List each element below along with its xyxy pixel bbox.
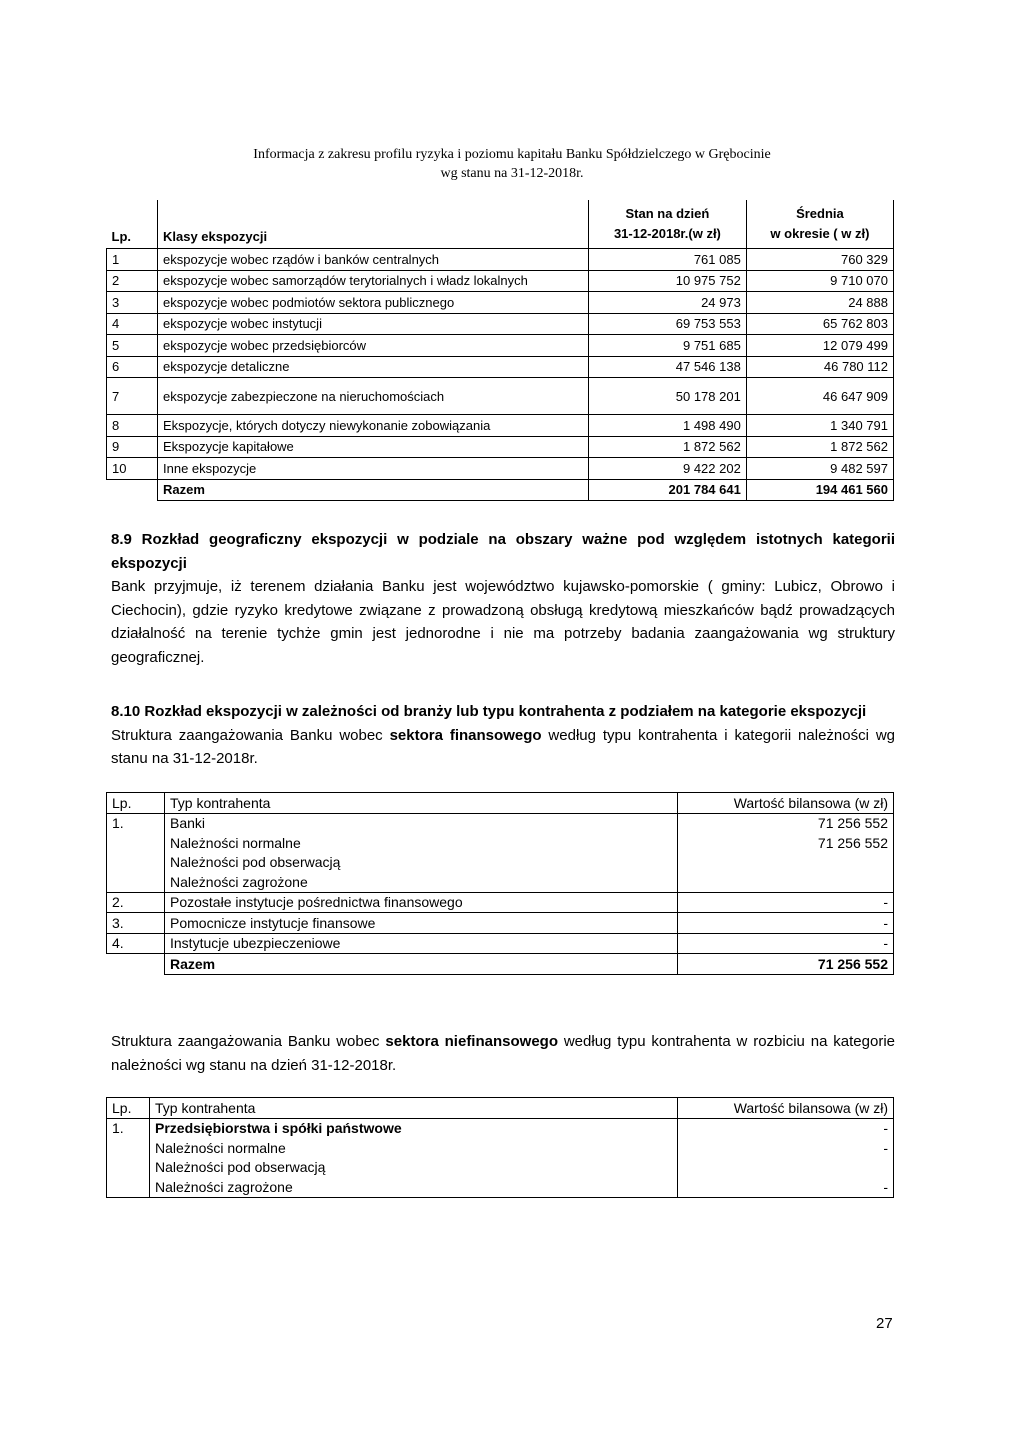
row-name: Pozostałe instytucje pośrednictwa finansowego	[165, 892, 678, 913]
table-row	[107, 1158, 894, 1178]
row-value	[678, 872, 894, 892]
table-row	[107, 270, 894, 292]
table-row	[107, 378, 894, 415]
row-srednia: 46 647 909	[746, 378, 893, 415]
header-srednia-line2: w okresie ( w zł)	[770, 226, 870, 241]
table-total-row	[107, 479, 894, 501]
row-lp: 2.	[107, 892, 165, 913]
table-row	[107, 458, 894, 480]
header-srednia	[746, 200, 893, 249]
exposure-classes-table	[106, 200, 894, 501]
row-stan: 9 422 202	[589, 458, 747, 480]
table-row	[107, 1138, 894, 1158]
section-8-9	[111, 528, 895, 669]
header-lp: Lp.	[107, 793, 165, 814]
header-lp: Lp.	[107, 200, 158, 249]
intro-text: Struktura zaangażowania Banku wobec	[111, 726, 390, 744]
table-row	[107, 313, 894, 335]
row-srednia: 65 762 803	[746, 313, 893, 335]
header-stan-line1: Stan na dzień	[625, 206, 710, 221]
row-lp	[107, 853, 165, 873]
row-name: ekspozycje wobec podmiotów sektora publicznego	[158, 292, 589, 314]
table-row	[107, 813, 894, 833]
table-total-row	[107, 954, 894, 975]
row-name: ekspozycje wobec samorządów terytorialnych i władz lokalnych	[158, 270, 589, 292]
row-stan: 1 498 490	[589, 415, 747, 437]
header-stan	[589, 200, 747, 249]
header-srednia-line1: Średnia	[796, 206, 844, 221]
nonfinancial-sector-table	[106, 1097, 894, 1198]
row-value: -	[678, 913, 894, 934]
row-lp: 5	[107, 335, 158, 357]
row-srednia: 760 329	[746, 249, 893, 271]
table-row	[107, 436, 894, 458]
row-lp: 6	[107, 356, 158, 378]
table-row	[107, 892, 894, 913]
nonfinancial-intro	[111, 1030, 895, 1077]
row-srednia: 12 079 499	[746, 335, 893, 357]
row-lp: 9	[107, 436, 158, 458]
row-srednia: 1 872 562	[746, 436, 893, 458]
header-typ: Typ kontrahenta	[165, 793, 678, 814]
table-row	[107, 872, 894, 892]
row-name: Należności zagrożone	[165, 872, 678, 892]
row-name: Pomocnicze instytucje finansowe	[165, 913, 678, 934]
header-stan-line2: 31-12-2018r.(w zł)	[613, 226, 721, 241]
row-name: ekspozycje detaliczne	[158, 356, 589, 378]
table-row	[107, 853, 894, 873]
header-typ: Typ kontrahenta	[150, 1098, 678, 1119]
row-value: -	[678, 1118, 894, 1138]
row-lp: 1	[107, 249, 158, 271]
section-8-9-body: Bank przyjmuje, iż terenem działania Banku jest województwo kujawsko-pomorskie ( gminy: Lubicz, Obrowo i Ciechocin), gdzie ryzyko kredytowe związane z prowadzoną obsługą kredytową mieszkańców bądź prowadzących działalność na terenie tychże gmin jest jednorodne i nie ma potrzeby badania zaangażowania wg struktury geograficznej.	[111, 578, 895, 666]
table-row	[107, 356, 894, 378]
row-name: Przedsiębiorstwa i spółki państwowe	[150, 1118, 678, 1138]
row-stan: 47 546 138	[589, 356, 747, 378]
row-lp: 4	[107, 313, 158, 335]
row-srednia: 46 780 112	[746, 356, 893, 378]
row-lp: 3	[107, 292, 158, 314]
table-row	[107, 292, 894, 314]
row-lp: 1.	[107, 813, 165, 833]
header-lp: Lp.	[107, 1098, 150, 1119]
intro-text: Struktura zaangażowania Banku wobec	[111, 1033, 386, 1050]
row-stan: 761 085	[589, 249, 747, 271]
row-value: 71 256 552	[678, 833, 894, 853]
total-label: Razem	[158, 479, 589, 501]
table-row	[107, 913, 894, 934]
row-lp	[107, 1158, 150, 1178]
row-lp	[107, 1177, 150, 1197]
row-name: Banki	[165, 813, 678, 833]
row-lp: 2	[107, 270, 158, 292]
table-row	[107, 1118, 894, 1138]
row-srednia: 9 710 070	[746, 270, 893, 292]
row-value: -	[678, 892, 894, 913]
row-lp: 3.	[107, 913, 165, 934]
row-lp: 1.	[107, 1118, 150, 1138]
total-stan: 201 784 641	[589, 479, 747, 501]
row-name: Należności pod obserwacją	[150, 1158, 678, 1178]
table-row	[107, 1177, 894, 1197]
section-8-10	[111, 700, 895, 771]
table-row	[107, 833, 894, 853]
row-value: -	[678, 933, 894, 954]
header-wartosc: Wartość bilansowa (w zł)	[678, 1098, 894, 1119]
total-srednia: 194 461 560	[746, 479, 893, 501]
section-8-10-intro	[111, 724, 895, 771]
row-stan: 1 872 562	[589, 436, 747, 458]
row-name: Należności pod obserwacją	[165, 853, 678, 873]
row-lp: 8	[107, 415, 158, 437]
section-8-9-heading: 8.9 Rozkład geograficzny ekspozycji w podziale na obszary ważne pod względem istotnych kategorii ekspozycji	[111, 531, 895, 572]
row-lp	[107, 833, 165, 853]
row-stan: 9 751 685	[589, 335, 747, 357]
section-8-10-heading: 8.10 Rozkład ekspozycji w zależności od branży lub typu kontrahenta z podziałem na kategorie ekspozycji	[111, 703, 867, 720]
row-name: Należności zagrożone	[150, 1177, 678, 1197]
header-wartosc: Wartość bilansowa (w zł)	[678, 793, 894, 814]
table-row	[107, 249, 894, 271]
intro-text-end: według typu kontrahenta w rozbiciu na kategorie należności wg stanu na dzień 31-12-2018r.	[111, 1033, 895, 1074]
intro-bold-text: sektora niefinansowego	[385, 1033, 558, 1050]
financial-sector-table	[106, 792, 894, 975]
row-value	[678, 853, 894, 873]
row-srednia: 1 340 791	[746, 415, 893, 437]
row-lp	[107, 872, 165, 892]
row-name: Należności normalne	[165, 833, 678, 853]
row-value: -	[678, 1138, 894, 1158]
row-srednia: 24 888	[746, 292, 893, 314]
row-srednia: 9 482 597	[746, 458, 893, 480]
total-label: Razem	[165, 954, 678, 975]
row-name: Należności normalne	[150, 1138, 678, 1158]
table-row	[107, 933, 894, 954]
table-header-row	[107, 793, 894, 814]
row-name: Instytucje ubezpieczeniowe	[165, 933, 678, 954]
row-name: ekspozycje wobec przedsiębiorców	[158, 335, 589, 357]
row-stan: 10 975 752	[589, 270, 747, 292]
row-stan: 24 973	[589, 292, 747, 314]
row-lp: 10	[107, 458, 158, 480]
table-row	[107, 415, 894, 437]
row-lp	[107, 1138, 150, 1158]
row-lp: 4.	[107, 933, 165, 954]
row-lp: 7	[107, 378, 158, 415]
row-name: ekspozycje wobec rządów i banków centralnych	[158, 249, 589, 271]
row-stan: 50 178 201	[589, 378, 747, 415]
row-name: ekspozycje wobec instytucji	[158, 313, 589, 335]
total-value: 71 256 552	[678, 954, 894, 975]
document-title-line1: Informacja z zakresu profilu ryzyka i poziomu kapitału Banku Spółdzielczego w Grębocinie	[253, 147, 771, 162]
table-row	[107, 335, 894, 357]
row-name: Ekspozycje, których dotyczy niewykonanie zobowiązania	[158, 415, 589, 437]
row-value: 71 256 552	[678, 813, 894, 833]
row-value	[678, 1158, 894, 1178]
header-klasy: Klasy ekspozycji	[158, 200, 589, 249]
row-name: Inne ekspozycje	[158, 458, 589, 480]
row-value: -	[678, 1177, 894, 1197]
intro-bold-text: sektora finansowego	[389, 726, 542, 744]
row-name: Ekspozycje kapitałowe	[158, 436, 589, 458]
row-name: ekspozycje zabezpieczone na nieruchomościach	[158, 378, 589, 415]
document-title-line2: wg stanu na 31-12-2018r.	[440, 166, 584, 181]
page-number: 27	[876, 1315, 893, 1332]
table-header-row	[107, 1098, 894, 1119]
row-stan: 69 753 553	[589, 313, 747, 335]
table-header-row	[107, 200, 894, 249]
intro-text-end: według typu kontrahenta i kategorii należności wg stanu na 31-12-2018r.	[111, 726, 896, 767]
